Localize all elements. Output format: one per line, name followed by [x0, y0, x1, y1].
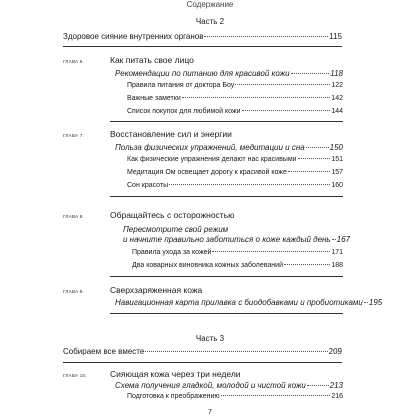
part-2-title: Часть 2 [195, 17, 225, 26]
toc-entry[interactable] [127, 182, 343, 189]
toc-entry[interactable] [127, 108, 343, 115]
toc-entry[interactable] [127, 169, 343, 176]
chapter-title: Сияющая кожа через три недели [110, 369, 241, 379]
chapter-title: Сверхзаряженная кожа [110, 285, 203, 295]
toc-entry-page: 160 [331, 182, 343, 189]
toc-entry-title: Два коварных виновника кожных заболеваний [132, 262, 283, 269]
toc-entry[interactable] [127, 156, 343, 163]
toc-entry-title: Как физические упражнения делают нас красивыми [127, 156, 297, 163]
toc-entry-page: 144 [331, 108, 343, 115]
toc-entry-title: Правила ухода за кожей [132, 249, 212, 256]
chapter-label: ГЛАВА 6. [63, 59, 84, 64]
divider [110, 196, 343, 197]
chapter-label: ГЛАВА 9. [63, 289, 84, 294]
divider [63, 362, 342, 363]
running-header: Содержание [186, 0, 234, 9]
toc-entry-page: 167 [336, 235, 350, 244]
toc-entry-page: 115 [329, 32, 342, 41]
toc-entry-title: Собираем все вместе [63, 347, 145, 356]
toc-entry-page: 216 [331, 393, 343, 400]
dot-leader [169, 184, 330, 185]
toc-entry-title: Рекомендации по питанию для красивой кожи [115, 69, 290, 78]
toc-entry[interactable] [127, 393, 343, 400]
dot-leader [288, 171, 330, 172]
toc-entry[interactable] [127, 82, 343, 89]
toc-entry-title-line1: Пересмотрите свой режим [123, 225, 229, 234]
toc-entry-title: Схема получения гладкой, молодой и чистой кожи [115, 381, 306, 390]
toc-entry[interactable] [115, 298, 383, 307]
dot-leader [235, 84, 330, 85]
dot-leader [212, 251, 330, 252]
part-3-title: Часть 3 [195, 334, 225, 343]
chapter-title: Как питать свое лицо [110, 55, 194, 65]
toc-entry-page: 151 [331, 156, 343, 163]
dot-leader [145, 351, 327, 352]
toc-entry-title: Список покупок для любимой кожи [127, 108, 241, 115]
toc-entry-page: 209 [328, 347, 342, 356]
dot-leader [291, 73, 330, 74]
toc-entry-page: 122 [331, 82, 343, 89]
chapter-label: ГЛАВА 7. [63, 133, 84, 138]
dot-leader [204, 36, 328, 37]
toc-entry-page: 213 [329, 381, 343, 390]
toc-entry-page: 142 [331, 95, 343, 102]
dot-leader [307, 385, 329, 386]
dot-leader [298, 158, 331, 159]
toc-entry-title: и начните правильно заботиться о коже каждый день [123, 235, 331, 244]
toc-entry-title: Правила питания от доктора Боу [127, 82, 235, 89]
chapter-title: Восстановление сил и энергии [110, 129, 232, 139]
dot-leader [242, 110, 331, 111]
divider [110, 276, 343, 277]
toc-entry[interactable] [127, 95, 343, 102]
toc-entry[interactable] [115, 143, 343, 152]
divider [110, 313, 343, 314]
chapter-label: ГЛАВА 10. [63, 373, 87, 378]
chapter-title: Обращайтесь с осторожностью [110, 210, 235, 220]
toc-entry-page: 188 [331, 262, 343, 269]
divider [110, 121, 343, 122]
dot-leader [306, 147, 329, 148]
toc-entry[interactable] [63, 347, 342, 356]
dot-leader [284, 264, 330, 265]
dot-leader [332, 239, 336, 240]
chapter-label: ГЛАВА 8. [63, 214, 84, 219]
toc-entry[interactable] [115, 381, 343, 390]
toc-entry[interactable] [115, 69, 343, 78]
toc-entry-title: Польза физических упражнений, медитации и сна [115, 143, 305, 152]
toc-entry-page: 118 [330, 69, 343, 78]
toc-entry[interactable] [63, 32, 342, 41]
toc-entry[interactable] [132, 262, 343, 269]
toc-entry-title: Навигационная карта прилавка с биодобавками и пробиотиками [115, 298, 363, 307]
toc-entry-title: Медитация Ом освещает дорогу к красивой коже [127, 169, 287, 176]
page-number: 7 [208, 409, 212, 416]
toc-entry-title: Здоровое сияние внутренних органов [63, 32, 204, 41]
dot-leader [182, 97, 331, 98]
toc-entry-page: 157 [331, 169, 343, 176]
toc-entry-page: 195 [368, 298, 383, 307]
toc-entry-title: Сон красоты [127, 182, 169, 189]
dot-leader [364, 302, 368, 303]
toc-entry-page: 171 [331, 249, 343, 256]
toc-entry-title: Важные заметки [127, 95, 181, 102]
dot-leader [221, 395, 331, 396]
divider [63, 46, 342, 47]
toc-entry-title: Подготовка к преображению [127, 393, 220, 400]
toc-entry[interactable] [123, 235, 350, 244]
toc-entry-page: 150 [329, 143, 343, 152]
toc-entry[interactable] [132, 249, 343, 256]
